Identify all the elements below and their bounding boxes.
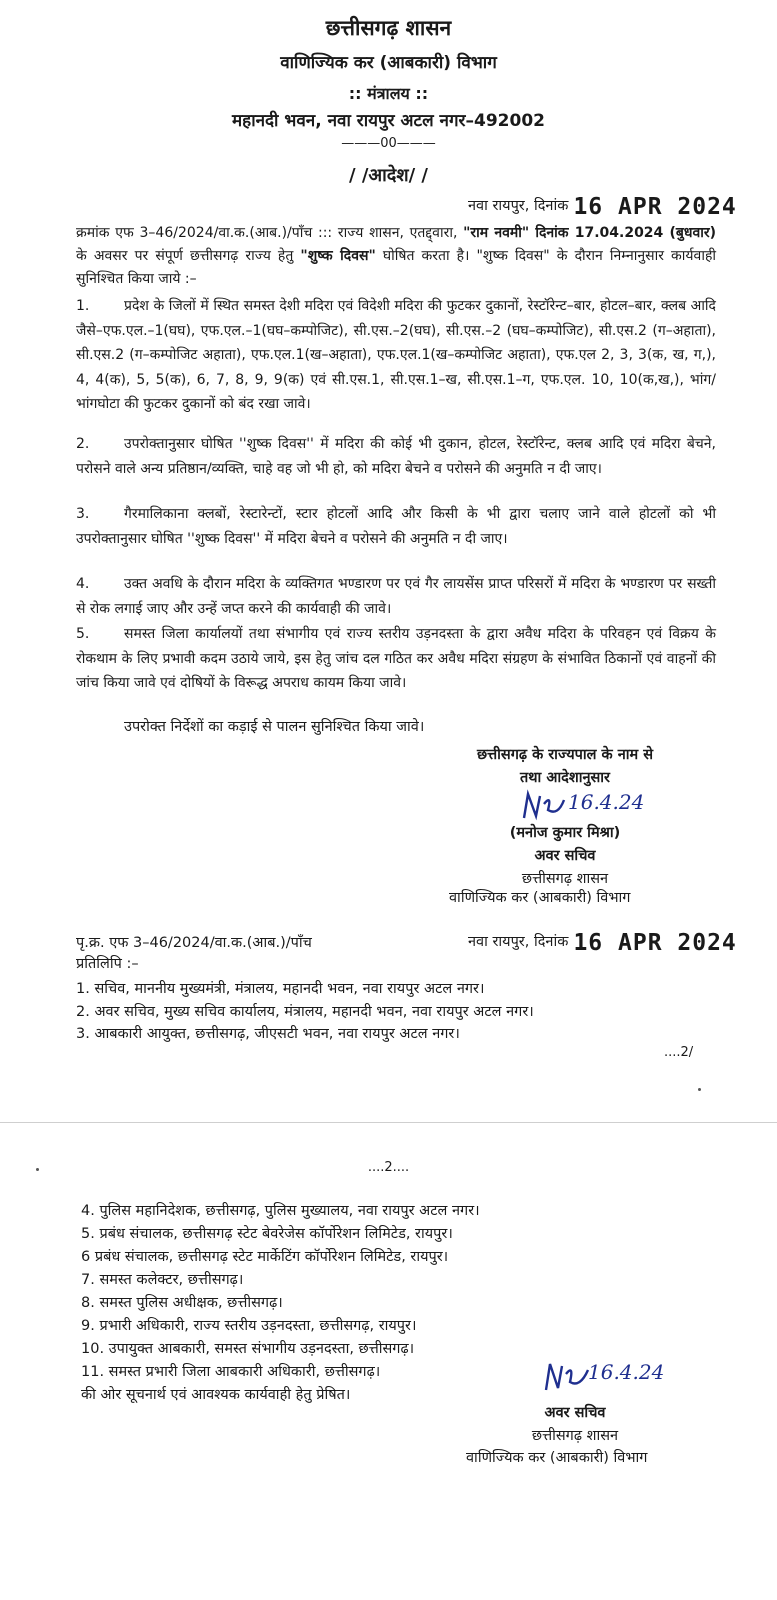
department-heading: वाणिज्यिक कर (आबकारी) विभाग [280,53,497,73]
endorsement-ref: पृ.क्र. एफ 3–46/2024/वा.क.(आब.)/पाँच [76,935,312,951]
paragraph-3 [76,502,716,551]
paragraph-number: 1. [76,298,90,314]
signature-date: 16.4.24 [568,790,645,814]
reference-text-3: घोषित करता है। "शुष्क दिवस" के दौरान निम्नानुसार कार्यवाही सुनिश्चित किया जाये :– [76,248,716,287]
reference-text: क्रमांक एफ 3–46/2024/वा.क.(आब.)/पाँच ::: राज्य शासन, एतद्द्वारा, [76,225,464,241]
copy-item-3: 3. आबकारी आयुक्त, छत्तीसगढ़, जीएसटी भवन, नवा रायपुर अटल नगर। [76,1026,460,1042]
authority-line: छत्तीसगढ़ के राज्यपाल के नाम से [476,747,654,763]
address-heading: महानदी भवन, नवा रायपुर अटल नगर–492002 [232,111,545,131]
copy-item-2: 2. अवर सचिव, मुख्य सचिव कार्यालय, मंत्रालय, महानदी भवन, नवा रायपुर अटल नगर। [76,1004,534,1020]
paragraph-number: 4. [76,576,90,592]
signatory-designation-2: अवर सचिव [544,1405,606,1421]
date-stamp: 16 APR 2024 [573,194,737,220]
signatory-dept-2: वाणिज्यिक कर (आबकारी) विभाग [466,1450,648,1466]
signatory-dept: वाणिज्यिक कर (आबकारी) विभाग [449,890,631,906]
copy-item-9: 9. प्रभारी अधिकारी, राज्य स्तरीय उड़नदस्ता, छत्तीसगढ़, रायपुर। [81,1318,417,1334]
dry-day-text: "शुष्क दिवस" [300,248,376,264]
paragraph-text: गैरमालिकाना क्लबों, रेस्टारेन्टों, स्टार होटलों आदि और किसी के भी द्वारा चलाए जाने वाले होटलों को भी उपरोक्तानुसार घोषित ''शुष्क दिवस'' में मदिरा बेचने व परोसने की अनुमति न दी जाए। [76,506,716,547]
copy-item-1: 1. सचिव, माननीय मुख्यमंत्री, मंत्रालय, महानदी भवन, नवा रायपुर अटल नगर। [76,981,485,997]
reference-paragraph [76,222,716,291]
signatory-designation: अवर सचिव [534,848,596,864]
festival-text: "राम नवमी" दिनांक 17.04.2024 (बुधवार) [463,225,716,241]
page-continue: ....2/ [664,1045,694,1060]
paragraph-1 [76,294,716,417]
signature-block [440,744,690,790]
closing-line: उपरोक्त निर्देशों का कड़ाई से पालन सुनिश्चित किया जावे। [124,719,425,735]
date-place: नवा रायपुर, दिनांक [468,198,569,214]
endorsement-date [468,930,737,956]
speck [698,1088,701,1091]
header-divider: ———00——— [341,136,436,151]
endorsement-place: नवा रायपुर, दिनांक [468,934,569,950]
paragraph-4 [76,572,716,621]
copy-item-7: 7. समस्त कलेक्टर, छत्तीसगढ़। [81,1272,244,1288]
copy-to-label: प्रतिलिपि :– [76,956,139,972]
signatory-govt-2: छत्तीसगढ़ शासन [531,1428,619,1444]
copy-item-10: 10. उपायुक्त आबकारी, समस्त संभागीय उड़नदस्ता, छत्तीसगढ़। [81,1341,415,1357]
paragraph-number: 3. [76,506,90,522]
signatory [470,822,660,891]
signatory-2 [480,1402,670,1448]
paragraph-text: उपरोक्तानुसार घोषित ''शुष्क दिवस'' में मदिरा की कोई भी दुकान, होटल, रेस्टॉरेन्ट, क्लब आदि एवं मदिरा बेचने, परोसने वाले अन्य प्रतिष्ठान/व्यक्ति, चाहे वह जो भी हो, को मदिरा बेचने व परोसने की अनुमति न दी जाए। [76,436,716,477]
copy-item-5: 5. प्रबंध संचालक, छत्तीसगढ़ स्टेट बेवरेजेस कॉर्पोरेशन लिमिटेड, रायपुर। [81,1226,453,1242]
page2-header: ....2.... [367,1160,410,1175]
paragraph-text: उक्त अवधि के दौरान मदिरा के व्यक्तिगत भण्डारण पर एवं गैर लायसेंस प्राप्त परिसरों में मदिरा के भण्डारण पर सख्ती से रोक लगाई जाए और उन्हें जप्त करने की कार्यवाही की जावे। [76,576,716,617]
copy-item-11: 11. समस्त प्रभारी जिला आबकारी अधिकारी, छत्तीसगढ़। [81,1364,381,1380]
endorsement-stamp: 16 APR 2024 [573,930,737,956]
copy-item-6: 6 प्रबंध संचालक, छत्तीसगढ़ स्टेट मार्केटिंग कॉर्पोरेशन लिमिटेड, रायपुर। [81,1249,449,1265]
paragraph-5 [76,622,716,696]
page-break [0,1122,777,1159]
order-title: / /आदेश/ / [348,165,429,186]
paragraph-text: प्रदेश के जिलों में स्थित समस्त देशी मदिरा एवं विदेशी मदिरा की फुटकर दुकानों, रेस्टॉरेन्ट–बार, होटल–बार, क्लब आदि जैसे–एफ.एल.–1(घघ), एफ.एल.–1(घघ–कम्पोजिट), सी.एस.–2(घघ), सी.एस.–2 (घघ–कम्पोजिट), सी.एस.2 (ग–अहाता), सी.एस.2 (ग–कम्पोजिट अहाता), एफ.एल.1(ख–अहाता), एफ.एल.1(ख–कम्पोजिट अहाता), एफ.एल 2, 3, 3(क, ख, ग,), 4, 4(क), 5, 5(क), 6, 7, 8, 9, 9(क) एवं सी.एस.1, सी.एस.1–ख, सी.एस.1–ग, एफ.एल. 10, 10(क,ख,), भांग/भांगघोटा की फुटकर दुकानों को बंद रखा जावे। [76,298,716,412]
paragraph-text: समस्त जिला कार्यालयों तथा संभागीय एवं राज्य स्तरीय उड़नदस्ता के द्वारा अवैध मदिरा के परिवहन एवं विक्रय के रोकथाम के लिए प्रभावी कदम उठाये जाये, इस हेतु जांच दल गठित कर अवैध मदिरा संग्रहण के संभावित ठिकानों एवं वाहनों की जांच किया जावे एवं दोषियों के विरूद्ध अपराध कायम किया जावे। [76,626,716,691]
state-heading: छत्तीसगढ़ शासन [325,16,452,40]
date-line [468,194,737,220]
paragraph-number: 2. [76,436,90,452]
signature-date-2: 16.4.24 [588,1360,665,1384]
authority-line-2: तथा आदेशानुसार [519,770,610,786]
signatory-name: (मनोज कुमार मिश्रा) [509,825,621,841]
copy-item-4: 4. पुलिस महानिदेशक, छत्तीसगढ़, पुलिस मुख्यालय, नवा रायपुर अटल नगर। [81,1203,480,1219]
forward-line: की ओर सूचनार्थ एवं आवश्यक कार्यवाही हेतु प्रेषित। [81,1387,351,1403]
reference-text-2: के अवसर पर संपूर्ण छत्तीसगढ़ राज्य हेतु [76,248,301,264]
copy-item-8: 8. समस्त पुलिस अधीक्षक, छत्तीसगढ़। [81,1295,283,1311]
signatory-govt: छत्तीसगढ़ शासन [521,871,609,887]
paragraph-number: 5. [76,626,90,642]
paragraph-2 [76,432,716,481]
ministry-heading: :: मंत्रालय :: [348,84,429,103]
